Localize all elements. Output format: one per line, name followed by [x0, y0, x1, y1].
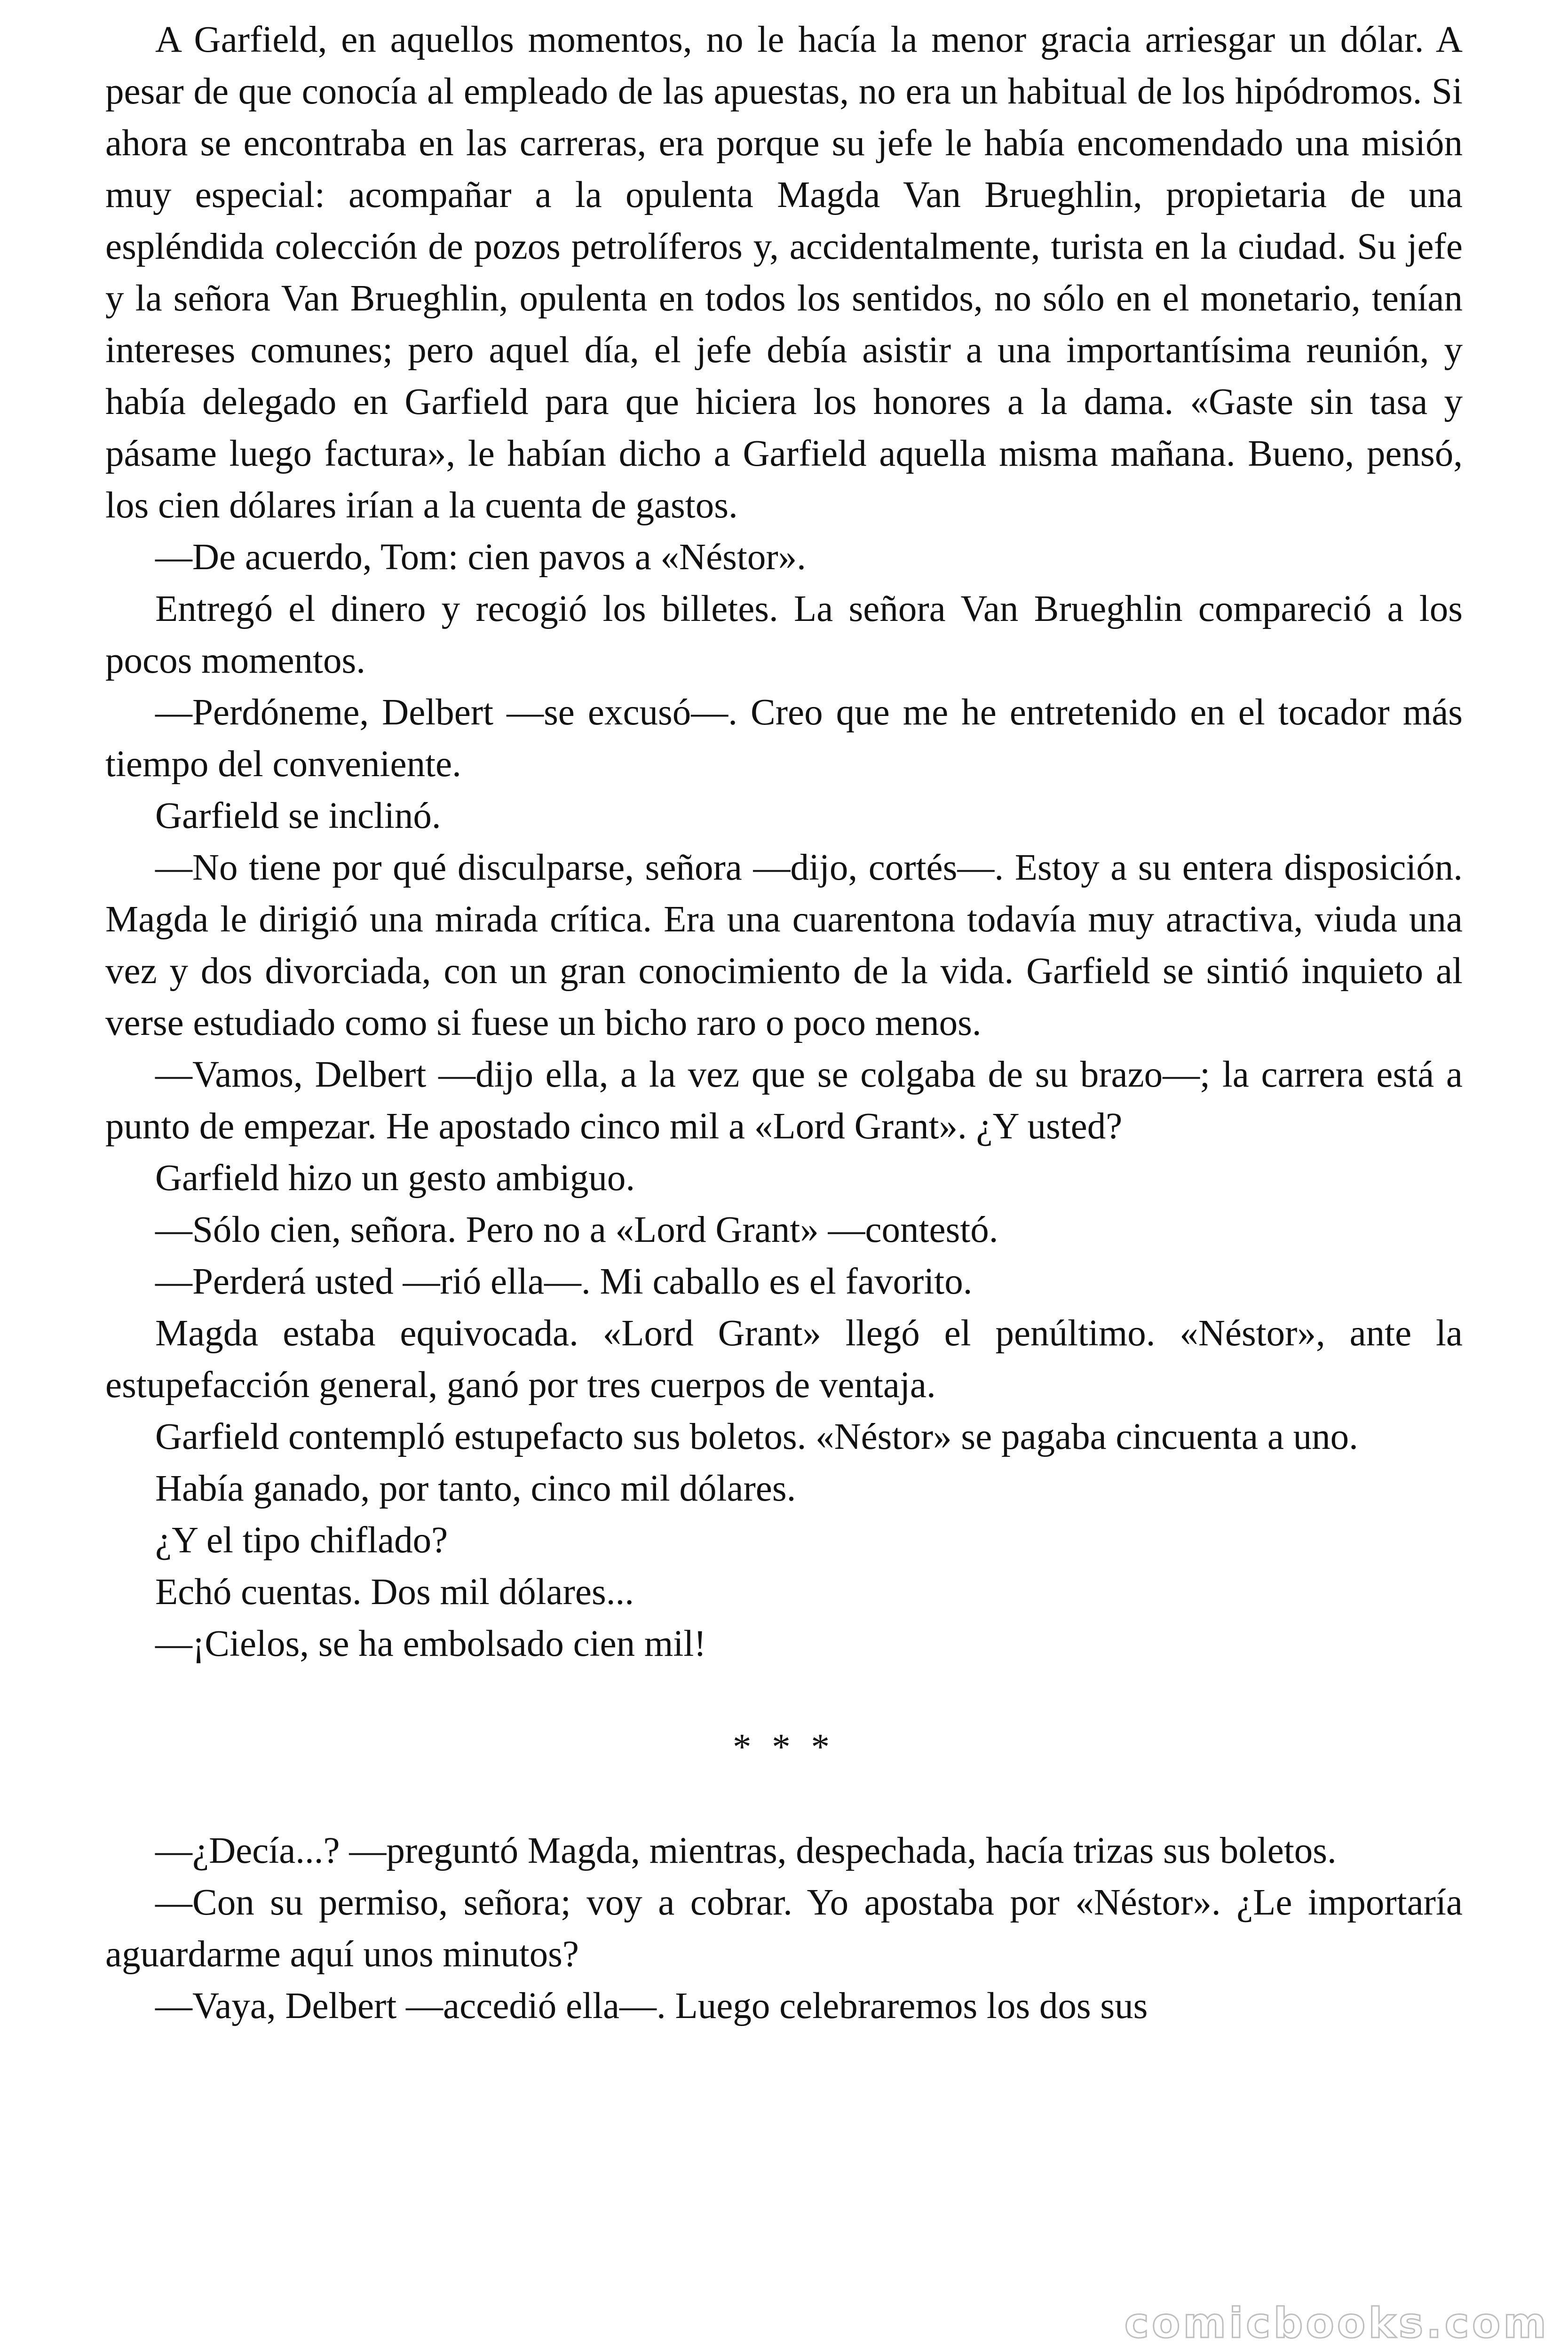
paragraph: Garfield hizo un gesto ambiguo. [155, 1158, 635, 1199]
paragraph: —De acuerdo, Tom: cien pavos a «Néstor». [155, 537, 806, 578]
paragraph: ¿Y el tipo chiflado? [155, 1520, 448, 1561]
paragraph: —¿Decía...? —preguntó Magda, mientras, despechada, hacía trizas sus boletos. [155, 1830, 1337, 1871]
paragraph: Garfield contempló estupefacto sus boletos. «Néstor» se pagaba cincuenta a uno. [155, 1416, 1358, 1457]
watermark-text: comicbooks.com [1124, 2299, 1549, 2347]
paragraph: —¡Cielos, se ha embolsado cien mil! [155, 1623, 706, 1664]
paragraph: Magda estaba equivocada. «Lord Grant» llegó el penúltimo. «Néstor», ante la estupefacción general, ganó por tres cuerpos de ventaja. [105, 1313, 1463, 1406]
paragraph: Había ganado, por tanto, cinco mil dólares. [155, 1468, 796, 1509]
paragraph: Garfield se inclinó. [155, 795, 441, 836]
page-text [105, 14, 1463, 2032]
paragraph: —Perdóneme, Delbert —se excusó—. Creo que me he entretenido en el tocador más tiempo del conveniente. [105, 692, 1463, 785]
paragraph: —Perderá usted —rió ella—. Mi caballo es el favorito. [155, 1261, 973, 1302]
paragraph: Echó cuentas. Dos mil dólares... [155, 1572, 634, 1613]
paragraph: —Vaya, Delbert —accedió ella—. Luego celebraremos los dos sus [155, 1986, 1148, 2026]
paragraph: —Vamos, Delbert —dijo ella, a la vez que se colgaba de su brazo—; la carrera está a punto de empezar. He apostado cinco mil a «Lord Grant». ¿Y usted? [105, 1054, 1463, 1147]
paragraph: —Con su permiso, señora; voy a cobrar. Yo apostaba por «Néstor». ¿Le importaría aguardarme aquí unos minutos? [105, 1882, 1463, 1975]
paragraph: —Sólo cien, señora. Pero no a «Lord Grant» —contestó. [155, 1209, 998, 1250]
section-separator: * * * [733, 1727, 835, 1768]
paragraph: Entregó el dinero y recogió los billetes. La señora Van Brueghlin compareció a los pocos momentos. [105, 588, 1463, 681]
paragraph: —No tiene por qué disculparse, señora —dijo, cortés—. Estoy a su entera disposición. Magda le dirigió una mirada crítica. Era una cuarentona todavía muy atractiva, viuda una vez y dos divorciada, con un gran conocimiento de la vida. Garfield se sintió inquieto al verse estudiado como si fuese un bicho raro o poco menos. [105, 847, 1463, 1043]
paragraph: A Garfield, en aquellos momentos, no le hacía la menor gracia arriesgar un dólar. A pesar de que conocía al empleado de las apuestas, no era un habitual de los hipódromos. Si ahora se encontraba en las carreras, era porque su jefe le había encomendado una misión muy especial: acompañar a la opulenta Magda Van Brueghlin, propietaria de una espléndida colección de pozos petrolíferos y, accidentalmente, turista en la ciudad. Su jefe y la señora Van Brueghlin, opulenta en todos los sentidos, no sólo en el monetario, tenían intereses comunes; pero aquel día, el jefe debía asistir a una importantísima reunión, y había delegado en Garfield para que hiciera los honores a la dama. «Gaste sin tasa y pásame luego factura», le habían dicho a Garfield aquella misma mañana. Bueno, pensó, los cien dólares irían a la cuenta de gastos. [105, 19, 1463, 526]
